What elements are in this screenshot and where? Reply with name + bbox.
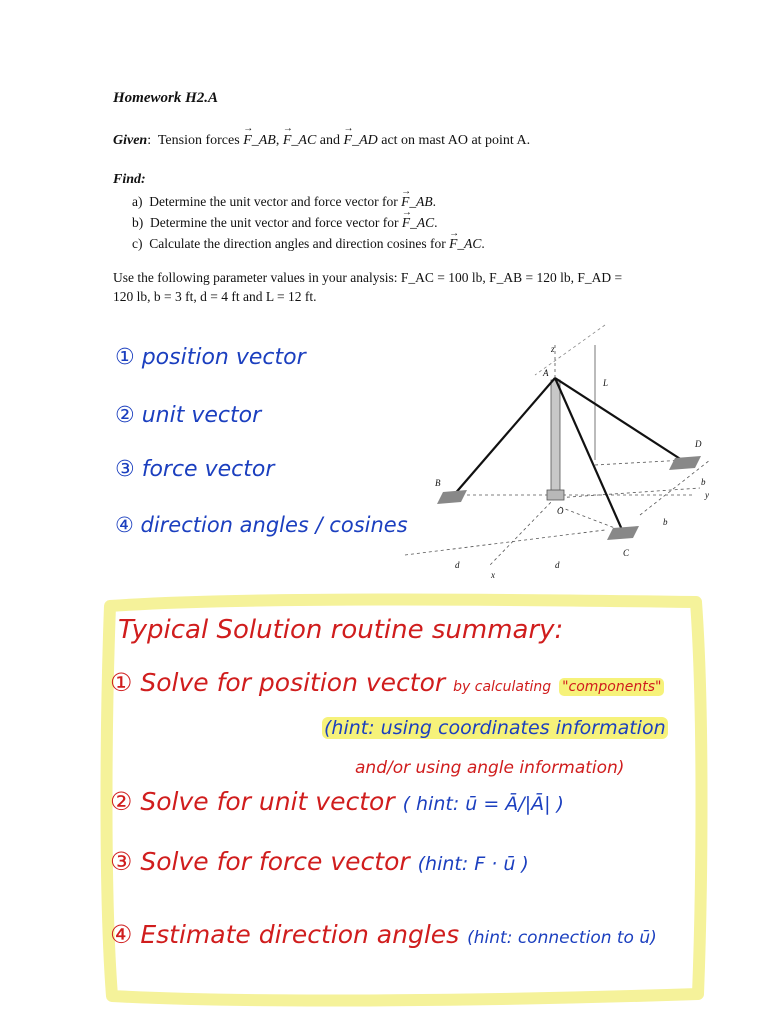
find-list <box>132 191 485 254</box>
label-d2: d <box>555 560 560 570</box>
label-a: A <box>543 368 549 378</box>
find-item-c: c) Calculate the direction angles and direction cosines for → F_AC. <box>132 233 485 254</box>
summary-title: Typical Solution routine summary: <box>118 615 564 645</box>
cable-ab <box>453 378 555 496</box>
y-axis <box>555 488 700 498</box>
summary-step-1-hint: (hint: using coordinates information <box>324 717 666 739</box>
given-text: Tension forces <box>157 133 240 148</box>
params-line-2: 120 lb, b = 3 ft, d = 4 ft and L = 12 ft. <box>113 289 317 304</box>
params-line-1: Use the following parameter values in your analysis: F_AC = 100 lb, F_AB = 120 lb, F_AD = <box>113 270 623 285</box>
label-d-point: D <box>695 439 702 449</box>
anchor-d <box>669 456 701 470</box>
label-b2: b <box>663 517 668 527</box>
anchor-c <box>607 526 639 540</box>
summary-step-1-hint-2: and/or using angle information) <box>355 758 625 778</box>
given-line: Given: Tension forces → F_AB, → F_AC and → F_AD act on mast AO at point A. <box>113 133 530 149</box>
label-z: z <box>551 344 555 354</box>
x-axis <box>490 498 555 565</box>
summary-step-2: ② Solve for unit vector ( hint: ū = Ā/|Ā| ) <box>110 787 564 816</box>
find-label: Find: <box>113 172 146 187</box>
force-ad: → F_AD <box>344 133 378 149</box>
label-d1: d <box>455 560 460 570</box>
step-force-vector: ③ force vector <box>115 457 275 482</box>
document-title: Homework H2.A <box>113 90 219 106</box>
mast-base <box>547 490 564 500</box>
step-unit-vector: ② unit vector <box>115 403 262 428</box>
anchor-b <box>437 490 467 504</box>
sep-and: and <box>319 133 341 148</box>
step-position-vector: ① position vector <box>115 345 306 370</box>
label-o: O <box>557 506 564 516</box>
find-item-b: b) Determine the unit vector and force vector for → F_AC. <box>132 212 485 233</box>
label-l: L <box>603 378 609 388</box>
sep: , <box>275 133 280 148</box>
summary-step-3: ③ Solve for force vector (hint: F · ū ) <box>110 847 529 876</box>
mast <box>551 380 560 495</box>
label-x: x <box>491 570 495 580</box>
parameters-text <box>113 268 673 306</box>
summary-step-1: ① Solve for position vector by calculating "components" <box>110 668 664 697</box>
force-ab: → F_AB <box>243 133 276 149</box>
given-tail: act on mast AO at point A. <box>381 133 531 148</box>
summary-step-4: ④ Estimate direction angles (hint: connection to ū) <box>110 920 657 949</box>
label-b1: b <box>701 477 706 487</box>
label-b-point: B <box>435 478 441 488</box>
label-y: y <box>705 490 709 500</box>
mast-diagram <box>395 320 725 585</box>
force-ac: → F_AC <box>283 133 316 149</box>
given-label: Given <box>113 133 148 148</box>
label-c-point: C <box>623 548 630 558</box>
step-direction-angles: ④ direction angles / cosines <box>115 513 408 537</box>
find-item-a: a) Determine the unit vector and force vector for → F_AB. <box>132 191 485 212</box>
